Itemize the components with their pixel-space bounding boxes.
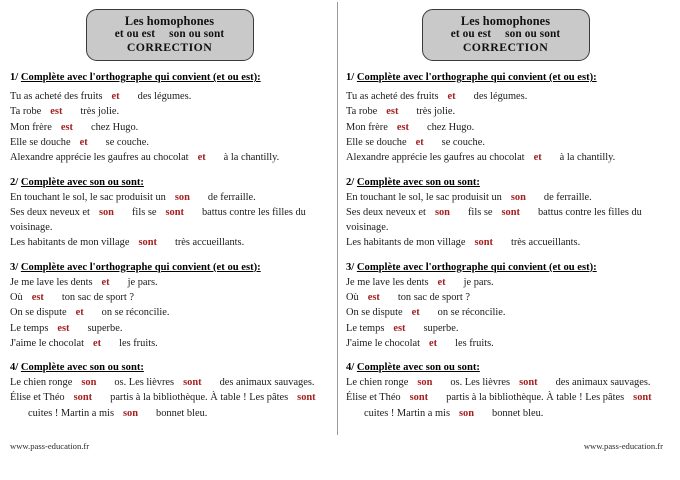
exercise-heading-4: [10, 362, 329, 373]
exercise-heading-2: [10, 177, 329, 188]
sentence-text: Les habitants de mon village: [10, 237, 130, 249]
exercise-heading-3: [346, 262, 665, 273]
sentence-text: se couche.: [441, 136, 485, 148]
sentence-text: Le chien ronge: [10, 377, 73, 389]
title-box-container: [346, 0, 665, 61]
sentence-text: Ses deux neveux et: [10, 206, 90, 218]
answer-word: est: [386, 106, 399, 118]
exercise-body: [10, 375, 329, 421]
exercise-number: 4/: [10, 362, 21, 374]
sentence-text: on se réconcilie.: [101, 307, 170, 319]
answer-word: et: [415, 136, 424, 148]
sentence-text: très jolie.: [416, 106, 456, 118]
sentence-text: battus contre les filles du voisinage.: [10, 206, 306, 234]
sentence-text: cuites ! Martin a mis: [28, 407, 114, 419]
title-sub-et-ou-est: et ou est: [114, 28, 156, 41]
sentence-text: partis à la bibliothèque. À table ! Les pâtes: [110, 392, 289, 404]
exercise-heading-1: [10, 72, 329, 83]
sentence-text: à la chantilly.: [559, 152, 616, 164]
answer-word: est: [393, 322, 406, 334]
sentence-text: On se dispute: [346, 307, 403, 319]
exercise-instruction: Complète avec l'orthographe qui convient (et ou est):: [20, 72, 261, 84]
exercise-instruction: Complète avec son ou sont:: [20, 362, 144, 374]
sentence-text: Tu as acheté des fruits: [346, 91, 439, 103]
sentence-text: je pars.: [463, 276, 494, 288]
sentence-text: battus contre les filles du voisinage.: [346, 206, 642, 234]
sentence-line: [10, 104, 329, 119]
sentence-text: J'aime le chocolat: [346, 337, 420, 349]
sentence-text: de ferraille.: [207, 191, 256, 203]
sentence-text: Elle se douche: [346, 136, 407, 148]
sentence-line: [10, 235, 329, 250]
sentence-text: on se réconcilie.: [437, 307, 506, 319]
sentence-text: fils se: [131, 206, 157, 218]
sentence-text: des animaux sauvages.: [219, 377, 315, 389]
sentence-line: [346, 190, 665, 205]
exercise-instruction: Complète avec son ou sont:: [356, 362, 480, 374]
sentence-line: [10, 190, 329, 205]
sentence-text: On se dispute: [10, 307, 67, 319]
exercise-instruction: Complète avec l'orthographe qui convient (et ou est):: [20, 261, 261, 273]
answer-word: sont: [183, 377, 202, 389]
answer-word: son: [417, 377, 433, 389]
sentence-text: ton sac de sport ?: [61, 291, 134, 303]
sentence-text: les fruits.: [455, 337, 494, 349]
sentence-text: Mon frère: [10, 121, 52, 133]
answer-word: et: [429, 337, 438, 349]
worksheet-column-right: [338, 0, 675, 480]
answer-word: est: [50, 106, 63, 118]
sentence-text: Mon frère: [346, 121, 388, 133]
sentence-text: Elle se douche: [10, 136, 71, 148]
exercise-heading-4: [346, 362, 665, 373]
sentence-text: Je me lave les dents: [10, 276, 93, 288]
sentence-line: [10, 290, 329, 305]
sentence-text: les fruits.: [119, 337, 158, 349]
exercise-heading-2: [346, 177, 665, 188]
sentence-line: [346, 135, 665, 150]
exercise-instruction: Complète avec l'orthographe qui convient (et ou est):: [356, 72, 597, 84]
sentence-text: chez Hugo.: [426, 121, 475, 133]
sentence-text: Le temps: [346, 322, 385, 334]
sentence-text: de ferraille.: [543, 191, 592, 203]
sentence-text: superbe.: [423, 322, 459, 334]
exercise-number: 1/: [10, 72, 21, 84]
sentence-line: [10, 89, 329, 104]
sentence-text: chez Hugo.: [90, 121, 139, 133]
exercise-body: [10, 275, 329, 351]
sentence-text: Où: [346, 291, 359, 303]
sentence-line: [346, 120, 665, 135]
answer-word: son: [81, 377, 97, 389]
exercise-list-right: [346, 72, 665, 421]
answer-word: son: [98, 206, 114, 218]
answer-word: sont: [297, 392, 316, 404]
sentence-text: Élise et Théo: [346, 392, 401, 404]
sentence-text: Ta robe: [10, 106, 42, 118]
sentence-line: [346, 150, 665, 165]
exercise-number: 1/: [346, 72, 357, 84]
sentence-text: os. Les lièvres: [450, 377, 511, 389]
exercise-body: [346, 89, 665, 165]
answer-word: sont: [519, 377, 538, 389]
sentence-line: [346, 89, 665, 104]
sentence-text: des animaux sauvages.: [555, 377, 651, 389]
exercise-body: [10, 89, 329, 165]
sentence-text: fils se: [467, 206, 493, 218]
answer-word: sont: [165, 206, 184, 218]
title-correction: CORRECTION: [126, 40, 213, 55]
sentence-text: à la chantilly.: [223, 152, 280, 164]
exercise-number: 2/: [10, 176, 21, 188]
worksheet-column-left: [0, 0, 337, 480]
sentence-text: Où: [10, 291, 23, 303]
sentence-line: [346, 205, 665, 236]
sentence-text: cuites ! Martin a mis: [364, 407, 450, 419]
sentence-line: [346, 321, 665, 336]
answer-word: est: [60, 121, 73, 133]
answer-word: sont: [138, 237, 157, 249]
answer-word: sont: [73, 392, 93, 404]
footer-url-right: www.pass-education.fr: [583, 441, 663, 452]
sentence-text: Alexandre apprécie les gaufres au chocolat: [346, 152, 525, 164]
answer-word: sont: [633, 392, 652, 404]
sentence-text: Le chien ronge: [346, 377, 409, 389]
answer-word: sont: [409, 392, 429, 404]
sentence-text: Tu as acheté des fruits: [10, 91, 103, 103]
exercise-instruction: Complète avec l'orthographe qui convient (et ou est):: [356, 261, 597, 273]
sentence-line: [10, 150, 329, 165]
sentence-text: os. Les lièvres: [114, 377, 175, 389]
sentence-line: [346, 104, 665, 119]
sentence-line: [10, 120, 329, 135]
exercise-heading-1: [346, 72, 665, 83]
sentence-line: [346, 390, 665, 421]
sentence-text: bonnet bleu.: [492, 407, 544, 419]
answer-word: son: [459, 407, 475, 419]
exercise-number: 2/: [346, 176, 357, 188]
exercise-body: [346, 275, 665, 351]
sentence-line: [10, 305, 329, 320]
sentence-text: se couche.: [105, 136, 149, 148]
sentence-text: Les habitants de mon village: [346, 237, 466, 249]
exercise-number: 3/: [346, 261, 357, 273]
sentence-line: [10, 375, 329, 390]
answer-word: et: [75, 307, 84, 319]
answer-word: et: [447, 91, 456, 103]
answer-word: son: [434, 206, 450, 218]
sentence-text: je pars.: [127, 276, 158, 288]
sentence-text: Alexandre apprécie les gaufres au chocolat: [10, 152, 189, 164]
exercise-number: 3/: [10, 261, 21, 273]
answer-word: est: [31, 291, 44, 303]
sentence-line: [10, 205, 329, 236]
sentence-text: En touchant le sol, le sac produisit un: [10, 191, 166, 203]
sentence-line: [346, 375, 665, 390]
title-sub-et-ou-est: et ou est: [450, 28, 492, 41]
sentence-text: Ta robe: [346, 106, 378, 118]
sentence-text: Le temps: [10, 322, 49, 334]
exercise-number: 4/: [346, 362, 357, 374]
answer-word: et: [533, 152, 542, 164]
sentence-text: En touchant le sol, le sac produisit un: [346, 191, 502, 203]
sentence-text: Je me lave les dents: [346, 276, 429, 288]
title-box: [422, 9, 590, 61]
sentence-line: [10, 275, 329, 290]
sentence-text: des légumes.: [137, 91, 192, 103]
sentence-line: [10, 135, 329, 150]
sentence-text: partis à la bibliothèque. À table ! Les pâtes: [446, 392, 625, 404]
answer-word: sont: [474, 237, 493, 249]
exercise-body: [346, 190, 665, 251]
answer-word: est: [57, 322, 70, 334]
sentence-text: très jolie.: [80, 106, 120, 118]
title-main: Les homophones: [460, 14, 551, 28]
footer-url-left: www.pass-education.fr: [10, 441, 90, 452]
answer-word: sont: [501, 206, 520, 218]
sentence-line: [10, 321, 329, 336]
exercise-instruction: Complète avec son ou sont:: [20, 176, 144, 188]
title-main: Les homophones: [124, 14, 215, 28]
answer-word: et: [79, 136, 88, 148]
answer-word: est: [367, 291, 380, 303]
answer-word: et: [437, 276, 446, 288]
answer-word: et: [101, 276, 110, 288]
sentence-text: bonnet bleu.: [156, 407, 208, 419]
sentence-line: [10, 336, 329, 351]
sentence-line: [346, 305, 665, 320]
answer-word: son: [123, 407, 139, 419]
exercise-body: [10, 190, 329, 251]
exercise-heading-3: [10, 262, 329, 273]
sentence-line: [346, 235, 665, 250]
exercise-list-left: [10, 72, 329, 421]
sentence-text: très accueillants.: [174, 237, 245, 249]
sentence-line: [346, 336, 665, 351]
answer-word: est: [396, 121, 409, 133]
sentence-line: [346, 275, 665, 290]
sentence-text: Élise et Théo: [10, 392, 65, 404]
answer-word: son: [174, 191, 190, 203]
answer-word: et: [197, 152, 206, 164]
title-correction: CORRECTION: [462, 40, 549, 55]
sentence-text: Ses deux neveux et: [346, 206, 426, 218]
title-sub-son-ou-sont: son ou sont: [169, 28, 225, 41]
sentence-text: superbe.: [87, 322, 123, 334]
answer-word: et: [111, 91, 120, 103]
sentence-text: ton sac de sport ?: [397, 291, 470, 303]
sentence-text: très accueillants.: [510, 237, 581, 249]
sentence-line: [346, 290, 665, 305]
sentence-text: des légumes.: [473, 91, 528, 103]
exercise-instruction: Complète avec son ou sont:: [356, 176, 480, 188]
title-box-container: [10, 0, 329, 61]
title-box: [86, 9, 254, 61]
title-sub-son-ou-sont: son ou sont: [505, 28, 561, 41]
exercise-body: [346, 375, 665, 421]
sentence-line: [10, 390, 329, 421]
answer-word: et: [411, 307, 420, 319]
answer-word: son: [510, 191, 526, 203]
sentence-text: J'aime le chocolat: [10, 337, 84, 349]
answer-word: et: [93, 337, 102, 349]
